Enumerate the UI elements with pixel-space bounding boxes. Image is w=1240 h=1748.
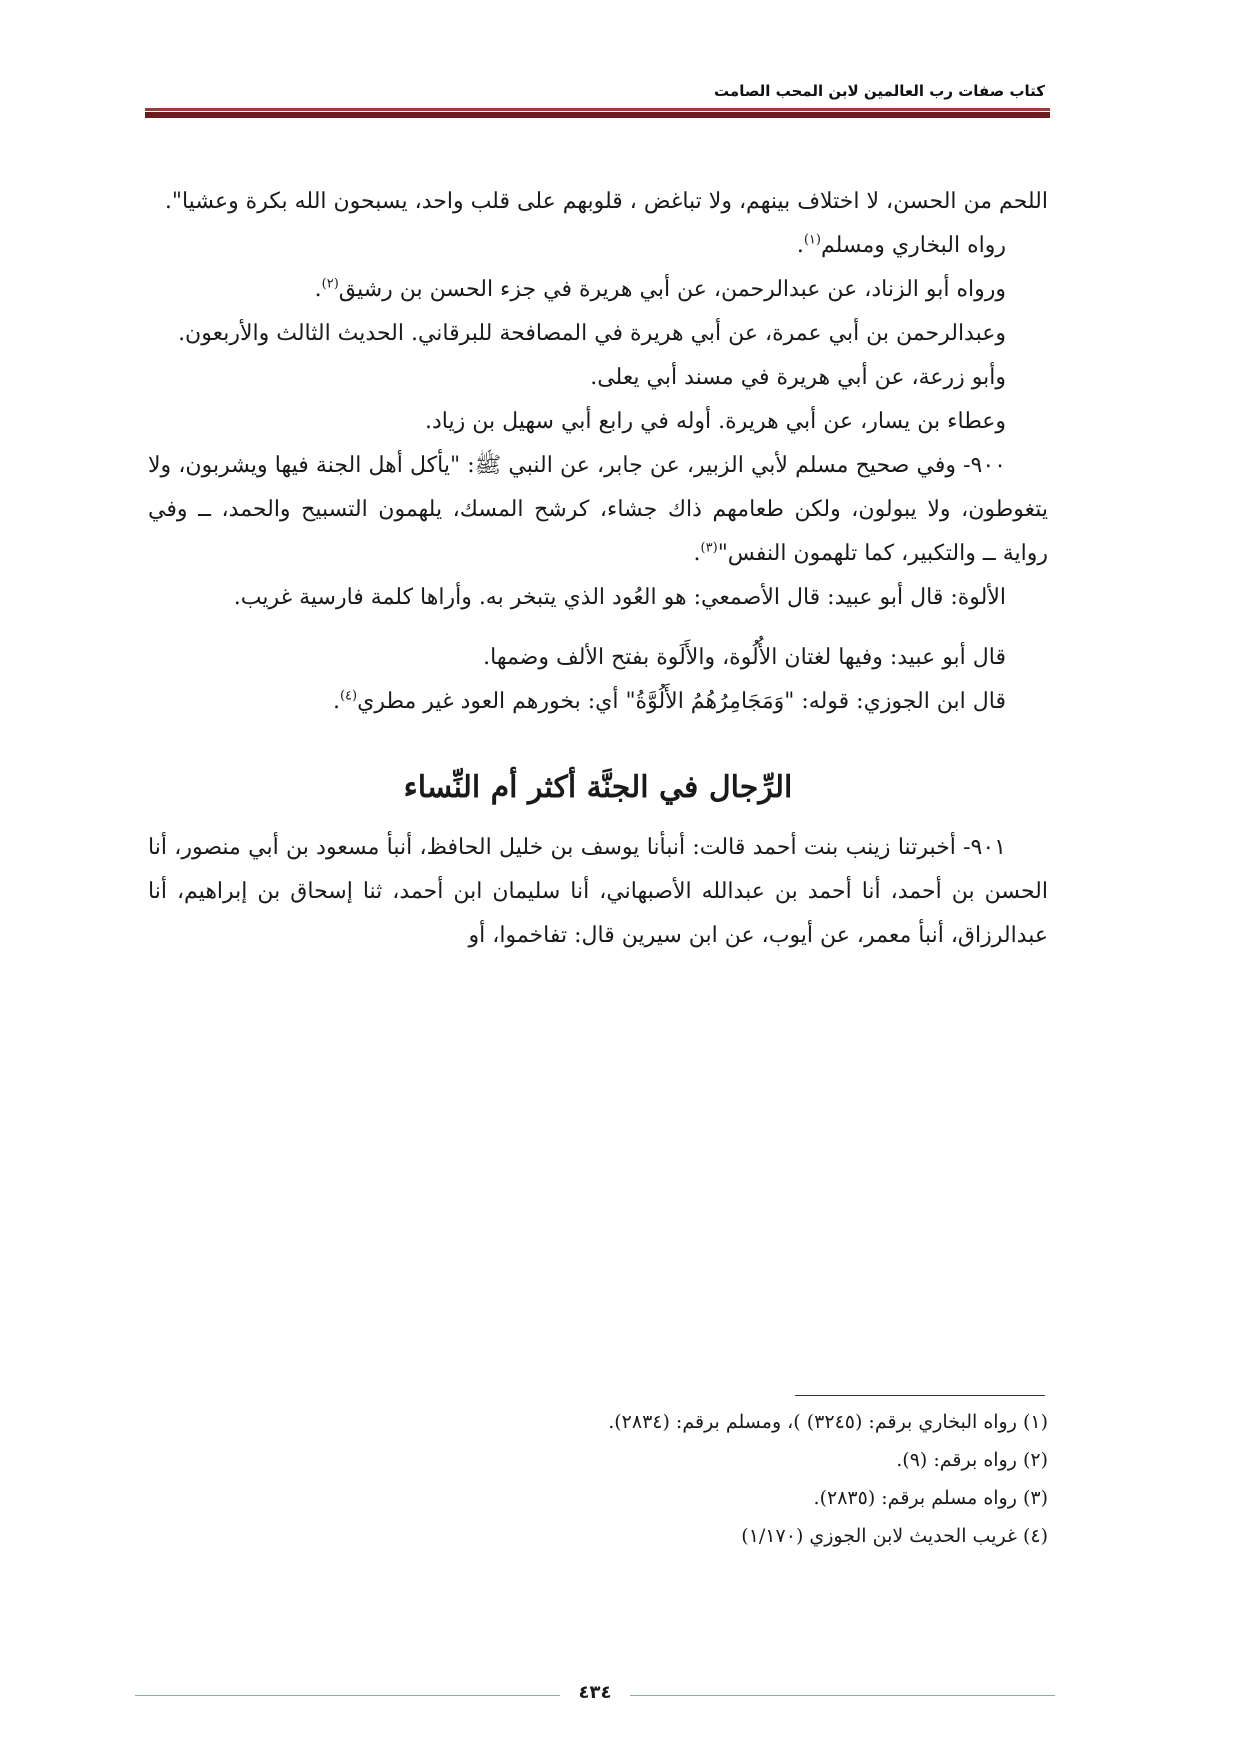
footer-rule-left — [135, 1695, 560, 1696]
section-heading: الرِّجال في الجنَّة أكثر أم النِّساء — [403, 770, 793, 805]
paragraph — [148, 268, 1048, 312]
footnote: (١) رواه البخاري برقم: (٣٢٤٥) )، ومسلم برقم: (٢٨٣٤). — [608, 1411, 1048, 1433]
footnote: (٢) رواه برقم: (٩). — [896, 1449, 1048, 1471]
paragraph-text: ٩٠٠- وفي صحيح مسلم لأبي الزبير، عن جابر، عن النبي ﷺ: "يأكل أهل الجنة فيها ويشربون، ولا يتغوطون، ولا يبولون، ولكن طعامهم ذاك جشاء، كرشح المسك، يلهمون التسبيح والحمد، ــ وفي رواية ــ والتكبير، كما تلهمون النفس" — [148, 453, 1048, 566]
footnote: (٣) رواه مسلم برقم: (٢٨٣٥). — [813, 1487, 1048, 1509]
paragraph — [148, 680, 1048, 724]
paragraph: اللحم من الحسن، لا اختلاف بينهم، ولا تباغض ، قلوبهم على قلب واحد، يسبحون الله بكرة وعشيا". — [164, 189, 1048, 214]
header-rule-thick — [145, 112, 1050, 118]
paragraph: وعبدالرحمن بن أبي عمرة، عن أبي هريرة في المصافحة للبرقاني. الحديث الثالث والأربعون. — [178, 321, 1006, 346]
paragraph-end: . — [314, 277, 322, 302]
paragraph-end: . — [693, 541, 701, 566]
paragraph — [148, 444, 1048, 576]
paragraph: الألوة: قال أبو عبيد: قال الأصمعي: هو العُود الذي يتبخر به. وأراها كلمة فارسية غريب. — [233, 585, 1006, 610]
paragraph-end: . — [796, 233, 804, 258]
header-rule-thin — [145, 108, 1050, 111]
paragraph-text: رواه البخاري ومسلم — [820, 233, 1006, 258]
paragraph: وعطاء بن يسار، عن أبي هريرة. أوله في رابع أبي سهيل بن زياد. — [425, 409, 1006, 434]
footnote-ref: (٤) — [339, 688, 358, 704]
paragraph: وأبو زرعة، عن أبي هريرة في مسند أبي يعلى. — [590, 365, 1006, 390]
paragraph: ٩٠١- أخبرتنا زينب بنت أحمد قالت: أنبأنا يوسف بن خليل الحافظ، أنبأ مسعود بن أبي منصور، أنا الحسن بن أحمد، أنا أحمد بن عبدالله الأصبهاني، أنا سليمان ابن أحمد، ثنا إسحاق بن إبراهيم، أنا عبدالرزاق، أنبأ معمر، عن أيوب، عن ابن سيرين قال: تفاخموا، أو — [148, 835, 1048, 948]
footnote-ref: (٢) — [321, 276, 339, 292]
footnote-ref: (١) — [803, 232, 821, 248]
running-header-title: كتاب صفات رب العالمين لابن المحب الصامت — [714, 82, 1045, 100]
main-text — [148, 180, 1048, 958]
footnote-ref: (٣) — [700, 540, 718, 556]
page-number: ٤٣٤ — [578, 1682, 612, 1703]
paragraph-end: . — [332, 689, 340, 714]
footnotes — [448, 1403, 1048, 1555]
footnote: (٤) غريب الحديث لابن الجوزي (١/١٧٠) — [741, 1525, 1048, 1547]
paragraph — [148, 224, 1048, 268]
footer-rule-right — [630, 1695, 1055, 1696]
footnote-separator — [795, 1395, 1045, 1396]
paragraph-text: ورواه أبو الزناد، عن عبدالرحمن، عن أبي هريرة في جزء الحسن بن رشيق — [338, 277, 1006, 302]
paragraph: قال أبو عبيد: وفيها لغتان الأُلُوة، والأَلَوة بفتح الألف وضمها. — [483, 645, 1006, 670]
paragraph-text: قال ابن الجوزي: قوله: "وَمَجَامِرُهُمُ الأَلُوَّةُ" أي: بخورهم العود غير مطري — [357, 689, 1006, 714]
